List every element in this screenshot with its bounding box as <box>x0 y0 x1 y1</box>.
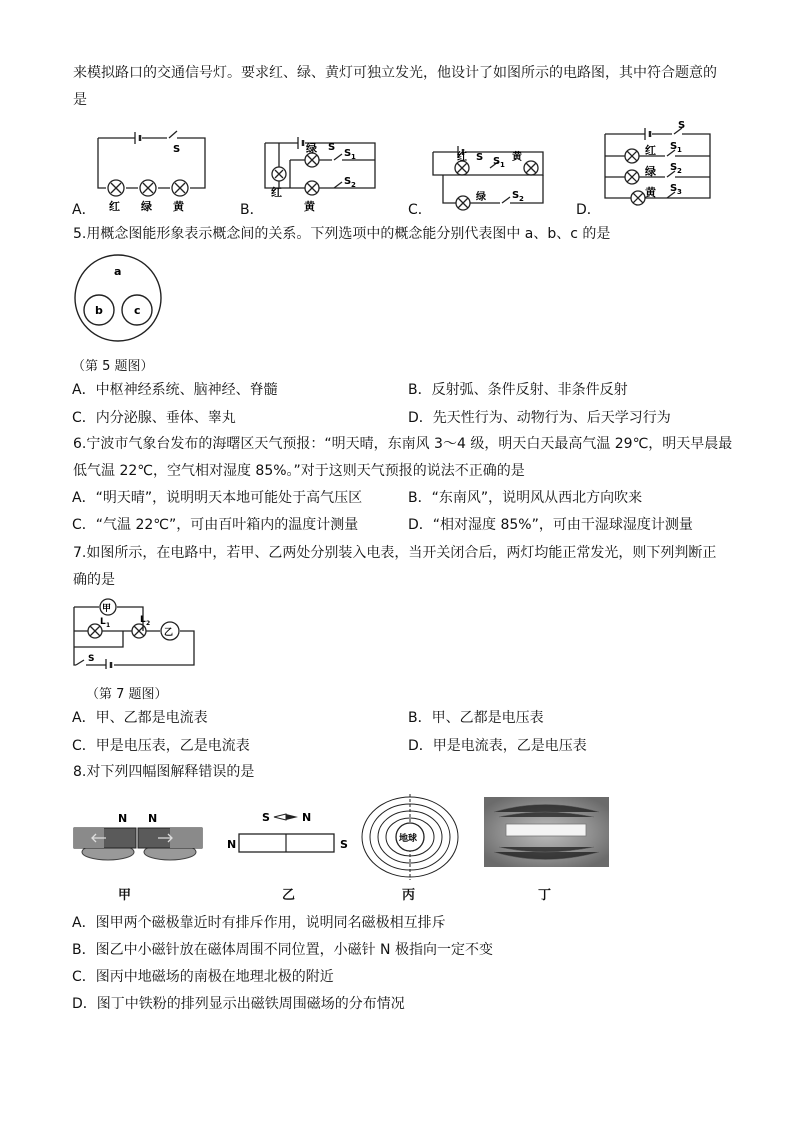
q8-stem: 8.对下列四幅图解释错误的是 <box>73 764 255 780</box>
q4b-green-label: 绿 <box>306 142 317 155</box>
q5-concept-diagram <box>72 253 167 345</box>
q6-option-c: C．“气温 22℃”，可由百叶箱内的温度计测量 <box>72 517 359 533</box>
q8-option-b: B．图乙中小磁针放在磁体周围不同位置，小磁针 N 极指向一定不变 <box>72 942 493 958</box>
q4c-red-label: 红 <box>457 152 467 163</box>
q7-stem-line2: 确的是 <box>73 572 115 588</box>
q4c-s2-label: S <box>512 190 520 201</box>
q8-fig-jia-magnets <box>70 808 210 868</box>
q5-option-a: A．中枢神经系统、脑神经、脊髓 <box>72 382 278 398</box>
q7-option-c: C．甲是电压表，乙是电流表 <box>72 738 250 754</box>
q4c-s1-label: S <box>493 156 501 167</box>
q8-caption-yi: 乙 <box>282 888 296 903</box>
q4b-red-label: 红 <box>271 186 282 199</box>
q4-circuit-a <box>95 128 210 216</box>
q8-yi-magnet-s: S <box>340 838 348 851</box>
q6-option-d: D．“相对湿度 85%”，可由干湿球湿度计测量 <box>408 517 693 533</box>
q7-fig-yi: 乙 <box>164 628 174 638</box>
q5-fig-b: b <box>95 304 103 317</box>
q4b-s2-sub: 2 <box>351 181 356 189</box>
q4a-green-label: 绿 <box>141 200 152 213</box>
q7-fig-jia: 甲 <box>102 604 112 614</box>
q4c-s1-sub: 1 <box>500 161 505 169</box>
q7-circuit-diagram <box>68 597 200 669</box>
q4c-switch-label: S <box>476 152 484 163</box>
q7-fig-switch: S <box>88 654 95 664</box>
q4-circuit-b <box>260 128 380 216</box>
q8-yi-needle-n: N <box>302 811 312 824</box>
q4-option-a-label: A． <box>72 202 96 218</box>
q4d-s3-label: S <box>670 183 678 194</box>
q4b-s2-label: S <box>344 176 352 187</box>
q5-fig-c: c <box>134 304 141 317</box>
q4b-yellow-label: 黄 <box>304 200 315 213</box>
q5-option-d: D．先天性行为、动物行为、后天学习行为 <box>408 410 671 426</box>
q4-option-c-label: C． <box>408 202 432 218</box>
q4c-green-label: 绿 <box>476 192 486 203</box>
q6-stem-line2: 低气温 22℃，空气相对湿度 85%。”对于这则天气预报的说法不正确的是 <box>73 463 525 479</box>
q7-fig-l2-sub: 2 <box>146 620 151 627</box>
q8-fig-ding-iron-filings <box>484 797 609 867</box>
q4a-yellow-label: 黄 <box>173 200 184 213</box>
q4-circuit-c <box>428 130 548 218</box>
q4d-s3-sub: 3 <box>677 188 682 196</box>
q8-option-c: C．图丙中地磁场的南极在地理北极的附近 <box>72 969 334 985</box>
q4d-s1-sub: 1 <box>677 146 682 154</box>
q4-option-d-label: D． <box>576 202 601 218</box>
q4c-yellow-label: 黄 <box>512 152 522 163</box>
q4d-s1-label: S <box>670 141 678 152</box>
q4-circuit-d <box>600 118 715 218</box>
q7-caption: （第 7 题图） <box>86 687 168 702</box>
q7-option-a: A．甲、乙都是电流表 <box>72 710 208 726</box>
q8-fig-bing-earth-field <box>360 792 465 882</box>
q6-stem-line1: 6.宁波市气象台发布的海曙区天气预报：“明天晴，东南风 3～4 级，明天白天最高气温 29℃，明天早晨最 <box>73 436 733 452</box>
q8-option-d: D．图丁中铁粉的排列显示出磁铁周围磁场的分布情况 <box>72 996 405 1012</box>
q8-option-a: A．图甲两个磁极靠近时有排斥作用，说明同名磁极相互排斥 <box>72 915 446 931</box>
q6-option-a: A．“明天晴”，说明明天本地可能处于高气压区 <box>72 490 363 506</box>
q8-caption-bing: 丙 <box>402 888 416 903</box>
q8-yi-magnet-n: N <box>227 838 237 851</box>
q5-stem: 5.用概念图能形象表示概念间的关系。下列选项中的概念能分别代表图中 a、b、c 的是 <box>73 226 611 242</box>
q4a-red-label: 红 <box>109 200 120 213</box>
q7-fig-l1-sub: 1 <box>106 622 111 629</box>
q8-bing-earth-label: 地球 <box>399 834 418 844</box>
q4d-green-label: 绿 <box>645 165 656 178</box>
q4-option-b-label: B． <box>240 202 264 218</box>
q4d-s2-label: S <box>670 162 678 173</box>
q4b-s1-label: S <box>344 148 352 159</box>
q7-fig-l1: L <box>100 617 106 627</box>
q8-jia-n-left: N <box>118 812 128 825</box>
q5-caption: （第 5 题图） <box>72 359 154 374</box>
q7-option-b: B．甲、乙都是电压表 <box>408 710 544 726</box>
q6-option-b: B．“东南风”，说明风从西北方向吹来 <box>408 490 643 506</box>
q8-yi-needle-s: S <box>262 811 270 824</box>
q4d-yellow-label: 黄 <box>645 186 656 199</box>
q7-fig-l2: L <box>140 615 146 625</box>
q8-caption-ding: 丁 <box>538 888 552 903</box>
q4d-switch-label: S <box>678 120 686 131</box>
q4-stem-line2: 是 <box>73 92 87 108</box>
q5-fig-a: a <box>114 265 122 278</box>
q8-caption-jia: 甲 <box>118 888 132 903</box>
q5-option-b: B．反射弧、条件反射、非条件反射 <box>408 382 628 398</box>
q7-stem-line1: 7.如图所示，在电路中，若甲、乙两处分别装入电表，当开关闭合后，两灯均能正常发光，则下列判断正 <box>73 545 717 561</box>
q5-option-c: C．内分泌腺、垂体、睾丸 <box>72 410 236 426</box>
q4d-s2-sub: 2 <box>677 167 682 175</box>
q4b-s1-sub: 1 <box>351 153 356 161</box>
q4-stem-line1: 来模拟路口的交通信号灯。要求红、绿、黄灯可独立发光，他设计了如图所示的电路图，其中符合题意的 <box>73 65 717 81</box>
q4c-s2-sub: 2 <box>519 195 524 203</box>
q7-option-d: D．甲是电流表，乙是电压表 <box>408 738 587 754</box>
q4a-switch-label: S <box>173 144 181 155</box>
q8-fig-yi-magnet-compass <box>222 806 352 856</box>
q8-jia-n-right: N <box>148 812 158 825</box>
q4b-switch-label: S <box>328 142 336 153</box>
q4d-red-label: 红 <box>645 144 656 157</box>
